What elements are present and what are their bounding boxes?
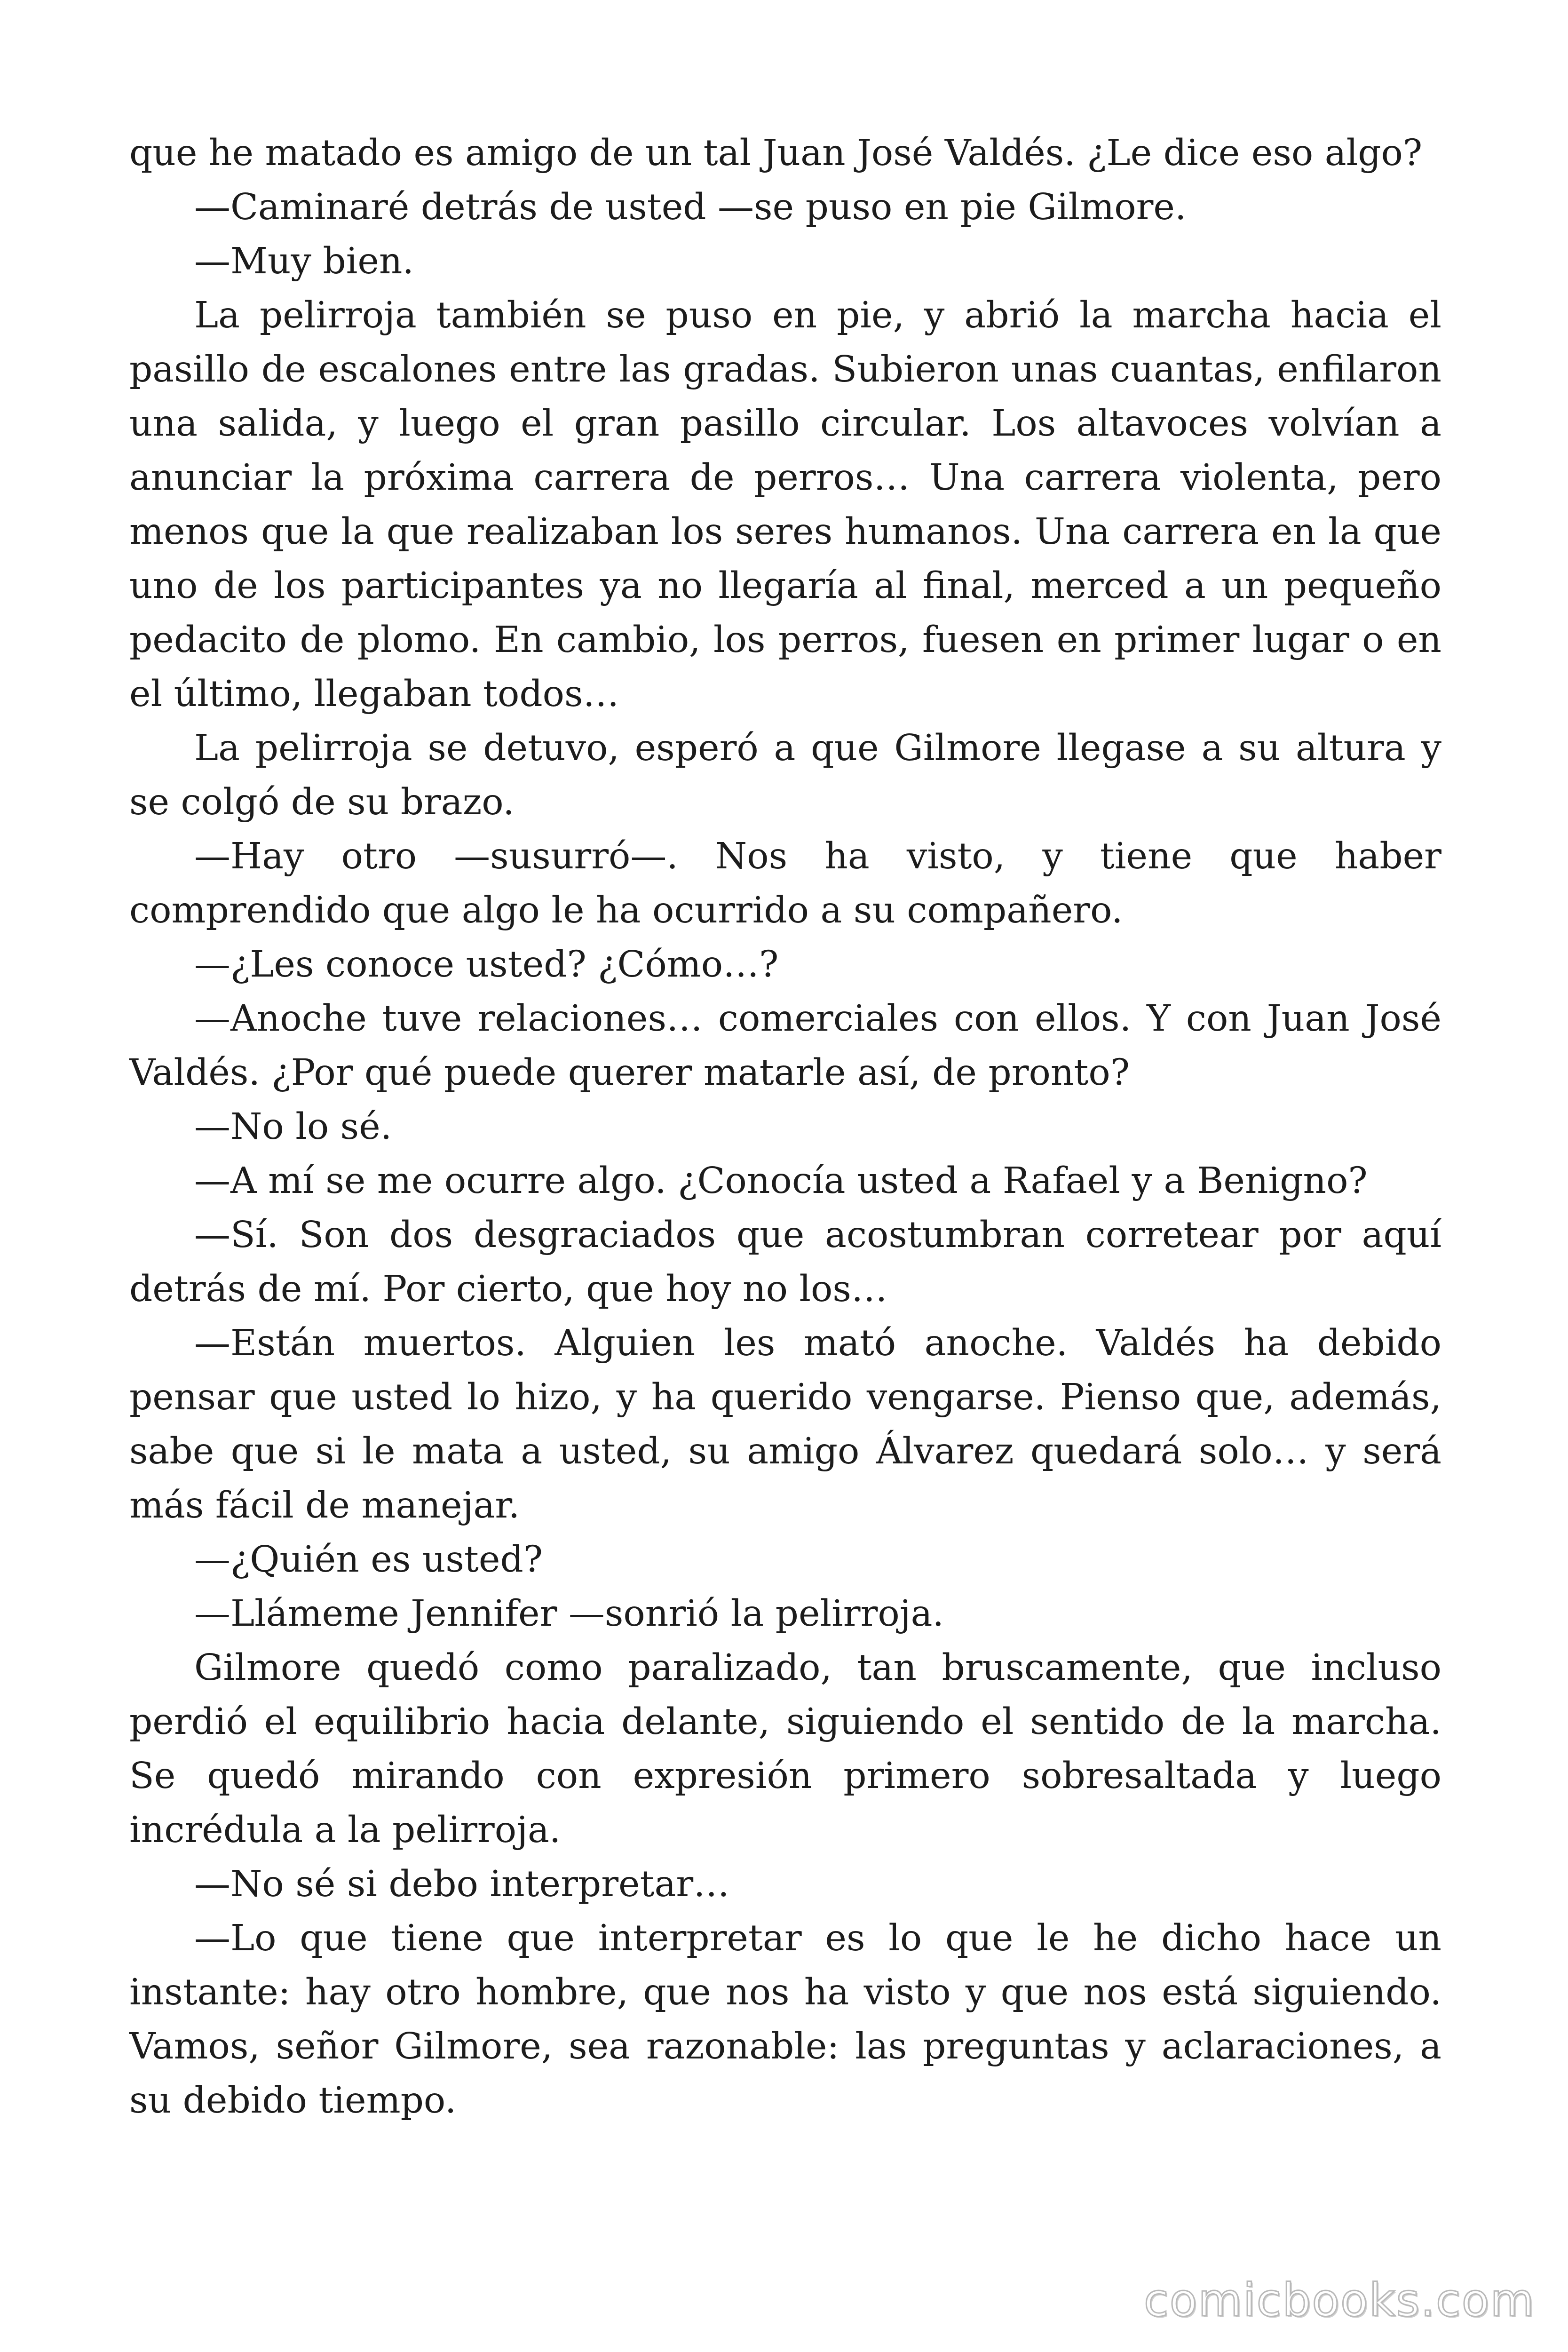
paragraph-17: —Lo que tiene que interpretar es lo que le he dicho hace un instante: hay otro hombre, que nos ha visto y que nos está siguiendo. Vamos, señor Gilmore, sea razonable: las preguntas y aclaraciones, a su debido tiempo.	[129, 1917, 1441, 2122]
paragraph-2: —Caminaré detrás de usted —se puso en pie Gilmore.	[194, 186, 1187, 228]
paragraph-15: Gilmore quedó como paralizado, tan bruscamente, que incluso perdió el equilibrio hacia delante, siguiendo el sentido de la marcha. Se quedó mirando con expresión primero sobresaltada y luego incrédula a la pelirroja.	[129, 1647, 1441, 1851]
paragraph-4: La pelirroja también se puso en pie, y abrió la marcha hacia el pasillo de escalones entre las gradas. Subieron unas cuantas, enfilaron una salida, y luego el gran pasillo circular. Los altavoces volvían a anunciar la próxima carrera de perros… Una carrera violenta, pero menos que la que realizaban los seres humanos. Una carrera en la que uno de los participantes ya no llegaría al final, merced a un pequeño pedacito de plomo. En cambio, los perros, fuesen en primer lugar o en el último, llegaban todos…	[129, 294, 1441, 715]
paragraph-3: —Muy bien.	[194, 240, 414, 282]
watermark: comicbooks.com	[1143, 2274, 1535, 2327]
paragraph-8: —Anoche tuve relaciones… comerciales con ellos. Y con Juan José Valdés. ¿Por qué puede querer matarle así, de pronto?	[129, 998, 1441, 1094]
paragraph-6: —Hay otro —susurró—. Nos ha visto, y tiene que haber comprendido que algo le ha ocurrido a su compañero.	[129, 835, 1441, 931]
paragraph-10: —A mí se me ocurre algo. ¿Conocía usted a Rafael y a Benigno?	[194, 1160, 1368, 1202]
paragraph-1: que he matado es amigo de un tal Juan José Valdés. ¿Le dice eso algo?	[129, 132, 1423, 174]
paragraph-14: —Llámeme Jennifer —sonrió la pelirroja.	[194, 1593, 944, 1635]
paragraph-9: —No lo sé.	[194, 1106, 392, 1148]
paragraph-11: —Sí. Son dos desgraciados que acostumbran corretear por aquí detrás de mí. Por cierto, que hoy no los…	[129, 1214, 1441, 1310]
paragraph-12: —Están muertos. Alguien les mató anoche. Valdés ha debido pensar que usted lo hizo, y ha querido vengarse. Pienso que, además, sabe que si le mata a usted, su amigo Álvarez quedará solo… y será más fácil de manejar.	[129, 1322, 1441, 1526]
book-page-text	[129, 126, 1441, 2128]
paragraph-5: La pelirroja se detuvo, esperó a que Gilmore llegase a su altura y se colgó de su brazo.	[129, 727, 1441, 823]
paragraph-13: —¿Quién es usted?	[194, 1539, 543, 1581]
paragraph-16: —No sé si debo interpretar…	[194, 1863, 730, 1905]
paragraph-7: —¿Les conoce usted? ¿Cómo…?	[194, 944, 779, 985]
